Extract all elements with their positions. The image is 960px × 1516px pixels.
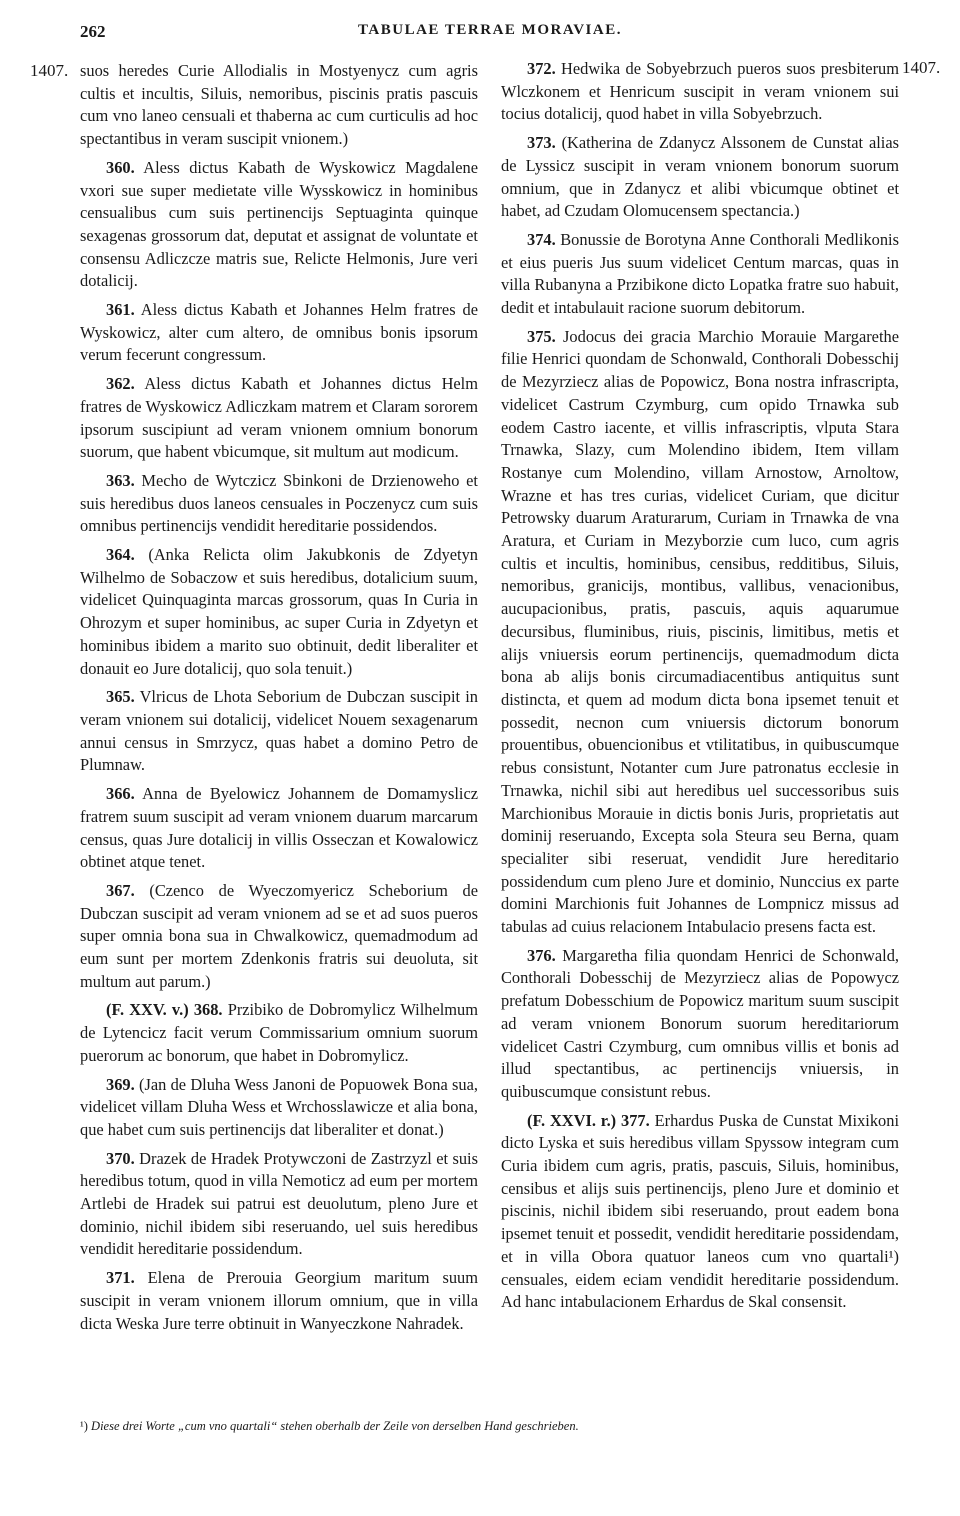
entry-number: 362. [106, 374, 135, 394]
entry-number: 366. [106, 784, 135, 804]
entry-number: 373. [527, 133, 556, 153]
entry-number: 376. [527, 945, 556, 965]
entry-number: 370. [106, 1148, 135, 1168]
entry-text: Aless dictus Kabath et Johannes Helm fratres de Wyskowicz, alter cum altero, de omnibus bonis ipsorum verum fecerunt congressum. [80, 300, 479, 365]
entry-366 [80, 783, 478, 874]
entry-text: Mecho de Wytczicz Sbinkoni de Drzienoweho et suis heredibus duos laneos censuales in Poczenycz cum suis omnibus pertinencijs vendidit hereditarie possidendos. [80, 470, 478, 536]
entry-text: Erhardus Puska de Cunstat Mixikoni dicto Lyska et suis heredibus villam Spyssow integram cum Curia ibidem cum agris, pratis, pascuis, Siluis, hominibus, censibus et alijs suis pertinencijs, pleno Jure et dominio et piscinis, nichil ibidem sibi reseruando, prout eadem bona ipsemet tenuit et possedit, vendidit hereditarie possidendam, et in villa Obora quatuor laneos cum vno quartali¹) censuales, eidem eciam vendidit hereditarie possidendum. Ad hanc intabulacionem Erhardus de Skal consensit. [501, 1110, 900, 1312]
entry-number: (F. XXVI. r.) 377. [527, 1110, 650, 1130]
entry-367 [80, 880, 478, 994]
entry-364 [80, 544, 478, 680]
entry-number: 375. [527, 326, 556, 346]
running-title: TABULAE TERRAE MORAVIAE. [358, 22, 622, 38]
entry-text: (Katherina de Zdanycz Alssonem de Cunstat alias de Lyssicz suscipit in veram vnionem bonorum suorum omnium, que in Zdanycz et alibi vbicumque obtinet et habet, ad Czudam Olomucensem spectancia.) [501, 133, 899, 221]
entry-374 [501, 229, 899, 320]
entry-368 [80, 999, 478, 1067]
margin-year-right: 1407. [902, 58, 941, 77]
page-number: 262 [80, 22, 106, 41]
entry-365 [80, 686, 478, 777]
left-column [80, 58, 478, 1341]
margin-year-left: 1407. [30, 61, 69, 80]
entry-text: Drazek de Hradek Protywczoni de Zastrzyzl et suis heredibus totum, quod in villa Nemoticz ad eum per mortem Artlebi de Hradek sui patrui est deuolutum, pleno Jure et dominio, nichil ibidem sibi reseruando, uel suis heredibus vendidit hereditarie possidendum. [80, 1148, 478, 1259]
entry-text: Anna de Byelowicz Johannem de Domamyslicz fratrem suum suscipit ad veram vnionem duarum marcarum census, quas Jure dotalicij in villis Osseczan et Kowalowicz obtinet atque tenet. [80, 784, 478, 872]
entry-text: (Anka Relicta olim Jakubkonis de Zdyetyn Wilhelmo de Sobaczow et suis heredibus, dotalicium suum, videlicet Quinquaginta marcas grossorum, quas In Curia in Ohrozym et super hominibus, ac super Curia in Zdyetyn et hominibus ibidem a marito suo obtinuit, dedit liberaliter et donauit eo Jure dotalicij, quo sola tenuit.) [80, 545, 478, 678]
footnote [80, 1418, 900, 1434]
entry-text: Hedwika de Sobyebrzuch pueros suos presbiterum Wlczkonem et Henricum suscipit in veram vnionem sui tocius dotalicij, quod habet in villa Sobyebrzuch. [501, 59, 899, 124]
entry-text: Przibiko de Dobromylicz Wilhelmum de Lytencicz facit verum Commissarium omnium suorum puerorum ac bonorum, que habet in Dobromylicz. [80, 1000, 478, 1065]
right-column [501, 58, 899, 1320]
entry-377 [501, 1110, 899, 1314]
entry-number: 360. [106, 157, 135, 177]
entry-370 [80, 1148, 478, 1262]
entry-number: 361. [106, 300, 135, 320]
entry-number: 365. [106, 687, 135, 707]
entry-369 [80, 1074, 478, 1142]
entry-text: Bonussie de Borotyna Anne Conthorali Medlikonis et eius pueris Jus suum videlicet Centum marcas, quas in villa Rubanyna a Przibikone dicto Lopatka fratre suo habuit, dedit et intabulauit racione suorum debitorum. [501, 229, 899, 318]
entry-text: suos heredes Curie Allodialis in Mostyenycz cum agris cultis et incultis, Siluis, nemoribus, piscinis pratis pascuis cum vno laneo censuali et thaberna ac cum curticulis ad hoc spectantibus in veram suscipit vnionem.) [80, 61, 478, 149]
entry-363 [80, 470, 478, 538]
footnote-mark: ¹) [80, 1419, 88, 1433]
entry-continuation [80, 60, 478, 151]
entry-373 [501, 132, 899, 223]
entry-361 [80, 299, 478, 367]
entry-text: (Czenco de Wyeczomyericz Scheborium de Dubczan suscipit ad veram vnionem ad se et ad suos pueros super omnia bona sua in Chwalkowicz, quemadmodum ad eum sunt per mortem Zdenkonis fratris sui deuoluta, sit multum aut parum.) [80, 880, 478, 991]
entry-362 [80, 373, 478, 464]
entry-text: Jodocus dei gracia Marchio Morauie Margarethe filie Henrici quondam de Schonwald, Conthorali Dobesschij de Mezyrziecz alias de Popowicz, Bona nostra infrascripta, videlicet Castrum Czymburg, cum opido Trnawka sub eodem Castro iacente, et villis infrascriptis, vlputa Stara Trnawka, Slazy, cum Molendino ibidem, Item villam Rostanye cum Molendino, villam Arnostow, Arnoltow, Wrazne et has tres curias, videlicet Curiam, que dicitur Petrowsky duarum Araturarum, Curiam in Trnawka de vna Aratura, et Curiam in Mezyborzie cum luco, cum agris cultis et incultis, hominibus, censibus, redditibus, Siluis, nemoribus, granicijs, montibus, vallibus, venacionibus, aucupacionibus, pratis, pascuis, aquis aquarumue decursibus, fluminibus, riuis, piscinis, limitibus, metis et alijs vniuersis eorum pertinencijs, quemadmodum dicta bona ab alijs bonis circumadiacentibus antiquitus sunt distincta, et quem ad modum dicta bona ipsemet tenuit et possedit, necnon cum vniuersis dictorum bonorum prouentibus, obuencionibus et vtilitatibus, in quibuscumque rebus consistunt, Notanter cum Jure patronatus ecclesie in Trnawka, nichil sibi aut heredibus uel successoribus suis Marchionibus Morauie in dictis bonis Juris, proprietatis aut dominij reseruando, Excepta sola Steura seu Berna, quam specialiter sibi reseruat, vendidit Jure hereditario possidendum cum pleno Jure et dominio, Nunccius ex parte domini Marchionis fuit Johannes de Lompnicz missus ad tabulas ad cuius relacionem Intabulacio presens facta est. [501, 326, 899, 937]
entry-text: Margaretha filia quondam Henrici de Schonwald, Conthorali Dobesschij de Mezyrziecz alias de Popowycz prefatum Dobesschium de Popowicz maritum suum suscipit ad veram vnionem Bonorum suorum hereditariorum videlicet Castri Czymburg, cum omnibus villis et bonis ad illud spectantibus, ac pertinencijs vniuersis, in quibuscumque consistunt rebus. [501, 945, 899, 1101]
entry-number: 363. [106, 470, 135, 490]
entry-number: 372. [527, 59, 556, 78]
entry-text: Aless dictus Kabath de Wyskowicz Magdalene vxori sue super medietate ville Wysskowicz in hominibus censualibus cum suis pertinencijs Septuaginta quinque sexagenas grossorum dat, deputat et assignat de voluntate et consensu Adliczcze matris sue, Relicte Helmonis, Jure veri dotalicij. [80, 157, 478, 291]
entry-360 [80, 157, 478, 293]
entry-number: 371. [106, 1268, 135, 1288]
entry-372 [501, 58, 899, 126]
entry-number: (F. XXV. v.) 368. [106, 1000, 223, 1020]
entry-number: 367. [106, 880, 135, 900]
entry-375 [501, 326, 899, 939]
entry-text: Vlricus de Lhota Seborium de Dubczan suscipit in veram vnionem sui dotalicij, videlicet Nouem sexagenarum annui census in Smrzycz, quas habet a domino Petro de Plumnaw. [80, 687, 478, 775]
entry-371 [80, 1267, 478, 1335]
entry-text: Aless dictus Kabath et Johannes dictus Helm fratres de Wyskowicz Adliczkam matrem et Claram sororem ipsorum suscipiunt ad veram vnionem omnium bonorum suorum, que habent vbicumque, sit multum aut modicum. [80, 374, 478, 462]
entry-376 [501, 945, 899, 1104]
entry-text: (Jan de Dluha Wess Janoni de Popuowek Bona sua, videlicet villam Dluha Wess et Wrchosslawicze et alia bona, que habet cum suis pertinencijs dat liberaliter et donat.) [80, 1074, 478, 1139]
entry-text: Elena de Prerouia Georgium maritum suum suscipit in veram vnionem illorum omnium, que in villa dicta Weska Jure terre obtinuit in Wanyeczkone Nahradek. [80, 1268, 478, 1333]
entry-number: 374. [527, 229, 556, 249]
page-header [80, 22, 900, 48]
entry-number: 364. [106, 545, 135, 565]
entry-number: 369. [106, 1074, 135, 1094]
footnote-text: Diese drei Worte „cum vno quartali“ stehen oberhalb der Zeile von derselben Hand geschrieben. [91, 1419, 579, 1433]
